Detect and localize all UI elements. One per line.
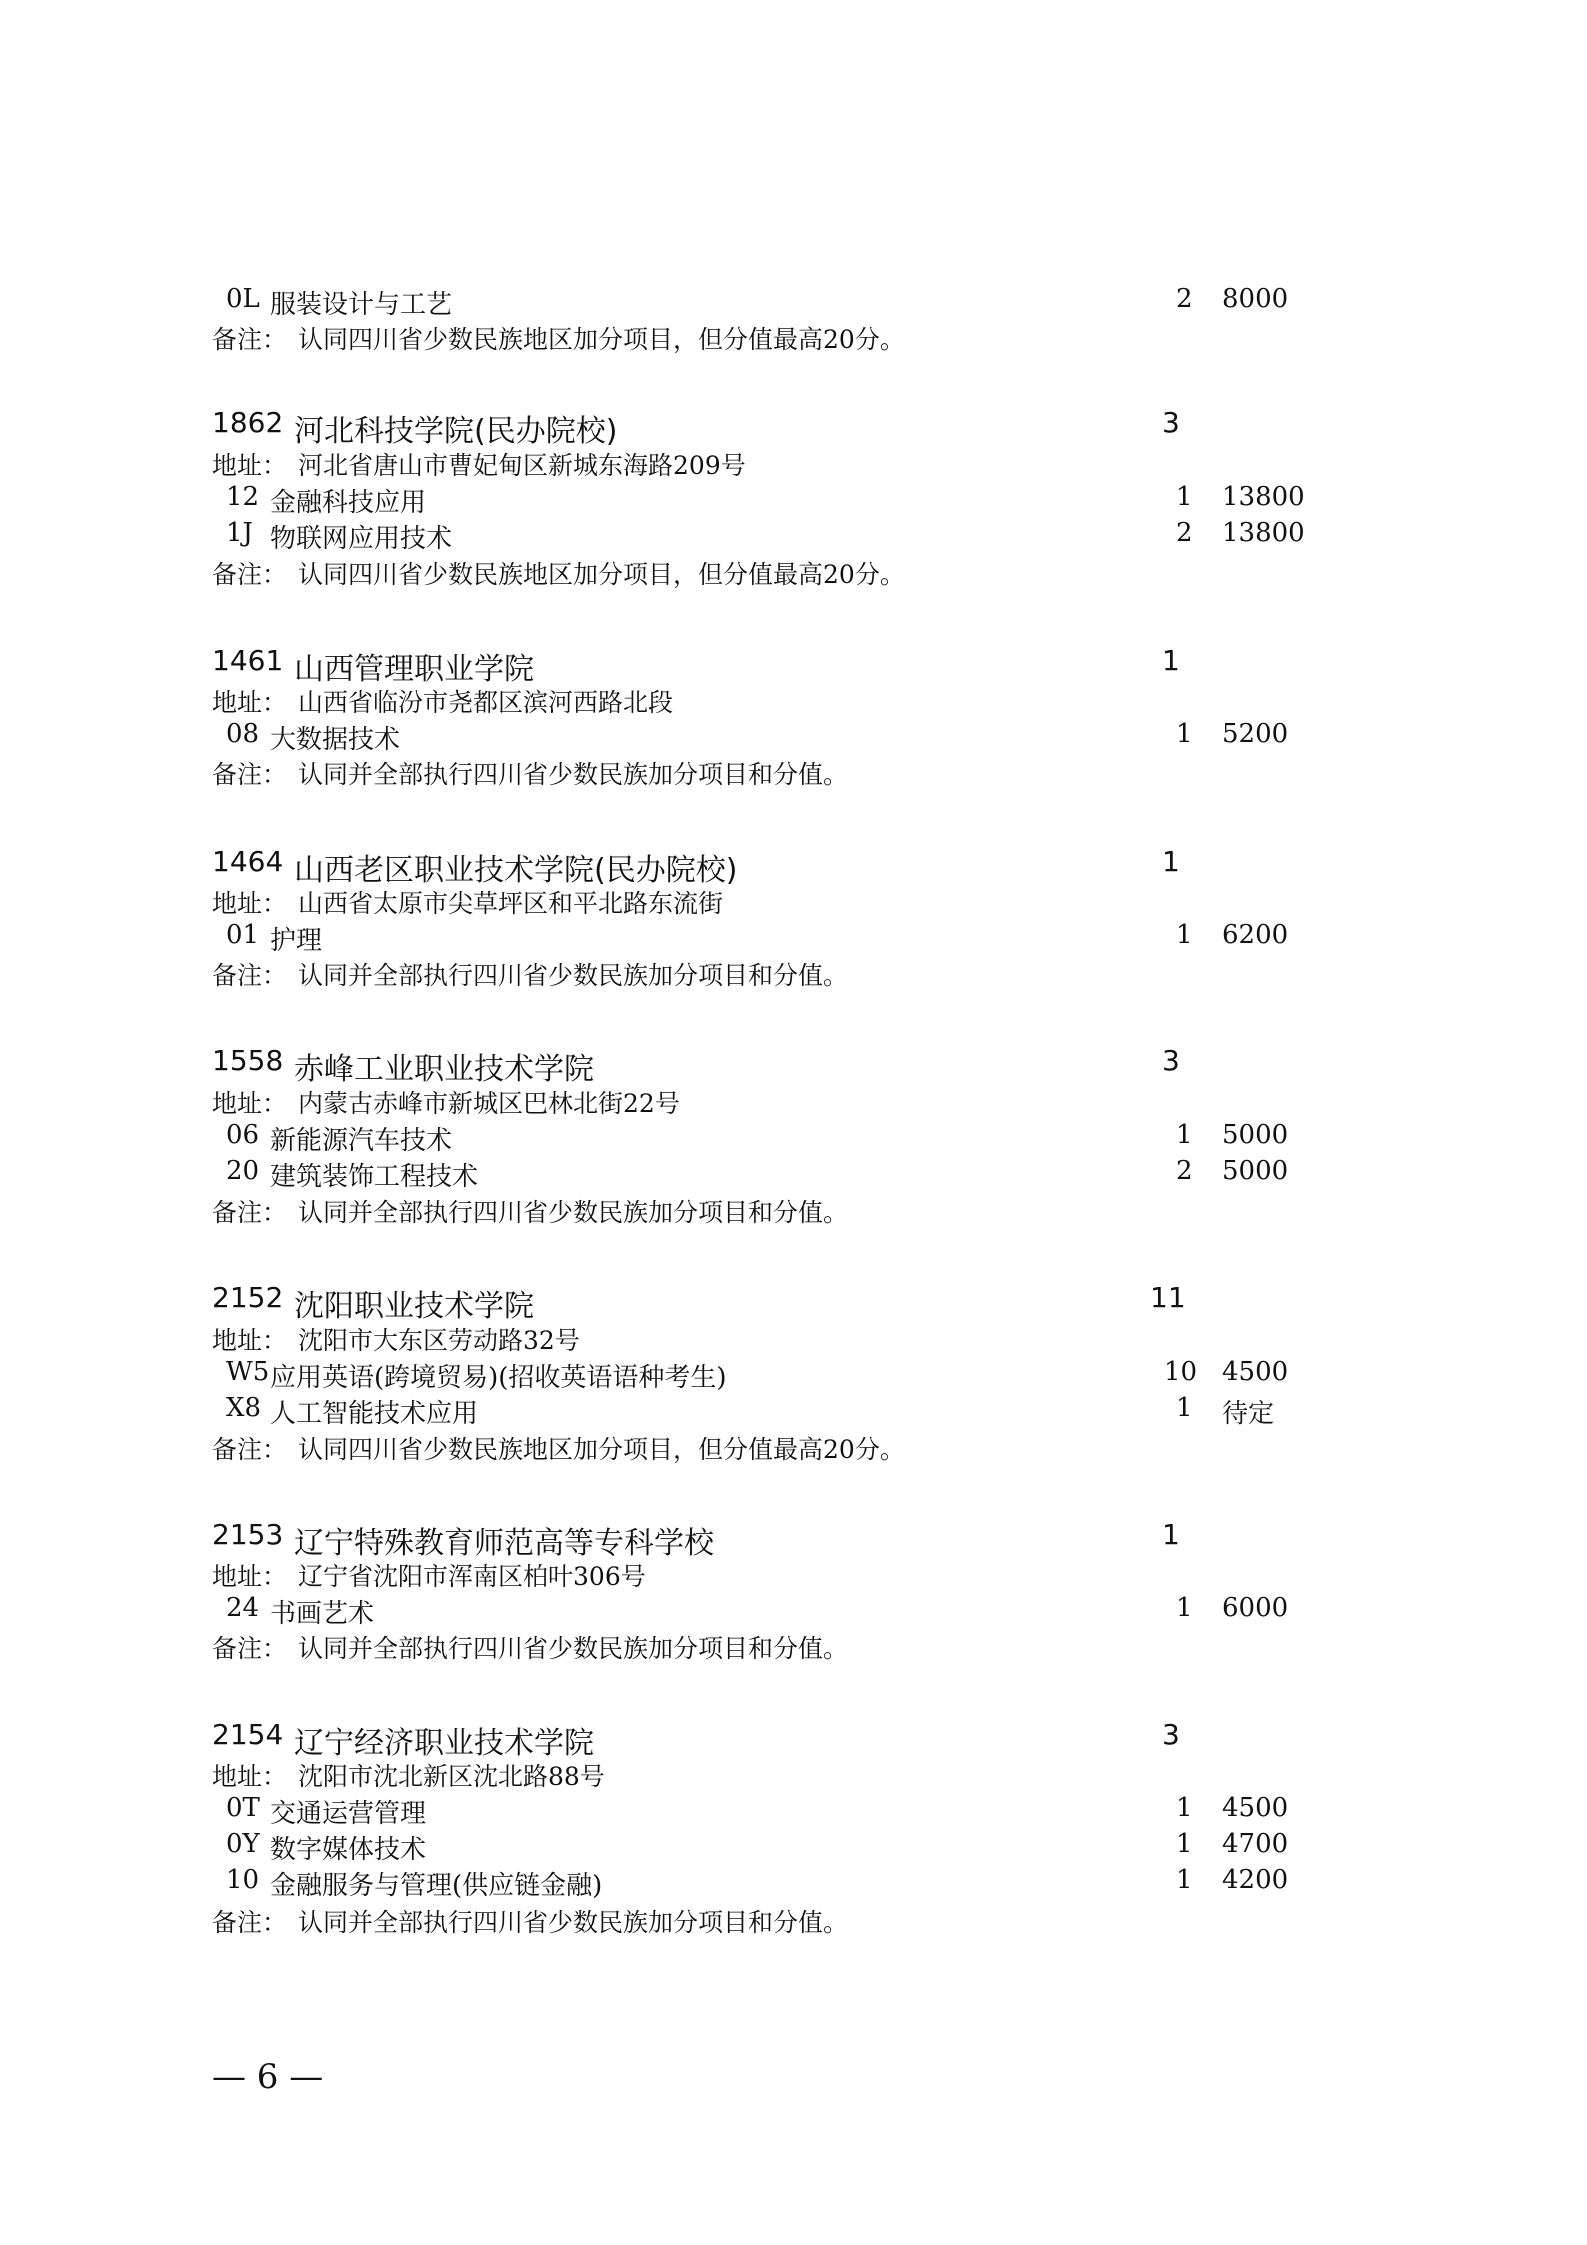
school-name: 沈阳职业技术学院 — [294, 1289, 534, 1324]
note-text: 认同四川省少数民族地区加分项目，但分值最高20分。 — [298, 325, 905, 354]
school-name: 山西管理职业学院 — [294, 652, 534, 687]
note-row — [212, 956, 1362, 992]
major-code: X8 — [226, 1393, 262, 1423]
school-header — [212, 1518, 1362, 1561]
school-name: 山西老区职业技术学院(民办院校) — [294, 853, 738, 888]
major-row — [212, 1829, 1362, 1865]
note-label: 备注： — [212, 560, 288, 589]
major-quota: 1 — [1176, 920, 1193, 950]
major-name: 交通运营管理 — [270, 1799, 427, 1829]
major-row — [212, 1357, 1362, 1393]
major-name: 服装设计与工艺 — [270, 290, 453, 320]
note-row — [212, 1903, 1362, 1939]
major-code: 0Y — [226, 1829, 260, 1859]
address-text: 内蒙古赤峰市新城区巴林北街22号 — [298, 1089, 680, 1118]
school-total-quota: 11 — [1150, 1281, 1186, 1314]
address-label: 地址： — [212, 451, 288, 480]
major-quota: 2 — [1176, 518, 1193, 548]
address-label: 地址： — [212, 1762, 288, 1791]
address-text: 山西省临汾市尧都区滨河西路北段 — [298, 688, 674, 717]
school-name: 河北科技学院(民办院校) — [294, 414, 618, 449]
note-row — [212, 755, 1362, 791]
school-code: 1862 — [212, 406, 284, 439]
major-quota: 1 — [1176, 1120, 1193, 1150]
note-label: 备注： — [212, 1198, 288, 1227]
address-row — [212, 884, 1362, 920]
address-text: 河北省唐山市曹妃甸区新城东海路209号 — [298, 451, 746, 480]
major-code: 01 — [226, 920, 260, 950]
school-name: 辽宁特殊教育师范高等专科学校 — [294, 1526, 714, 1561]
major-fee: 4700 — [1222, 1829, 1289, 1859]
note-label: 备注： — [212, 1634, 288, 1663]
major-name: 大数据技术 — [270, 725, 401, 755]
school-header — [212, 1281, 1362, 1324]
note-text: 认同并全部执行四川省少数民族加分项目和分值。 — [298, 760, 849, 789]
address-row — [212, 1757, 1362, 1793]
major-name: 应用英语(跨境贸易)(招收英语语种考生) — [270, 1363, 727, 1393]
address-label: 地址： — [212, 1562, 288, 1591]
school-header — [212, 644, 1362, 687]
note-label: 备注： — [212, 1908, 288, 1937]
note-text: 认同并全部执行四川省少数民族加分项目和分值。 — [298, 1198, 849, 1227]
note-text: 认同并全部执行四川省少数民族加分项目和分值。 — [298, 1908, 849, 1937]
major-fee: 待定 — [1222, 1399, 1275, 1429]
school-total-quota: 1 — [1162, 845, 1180, 878]
major-name: 数字媒体技术 — [270, 1835, 427, 1865]
note-row — [212, 555, 1362, 591]
school-name: 赤峰工业职业技术学院 — [294, 1052, 594, 1087]
major-code: 24 — [226, 1593, 260, 1623]
major-fee: 5000 — [1222, 1156, 1289, 1186]
address-text: 辽宁省沈阳市浑南区柏叶306号 — [298, 1562, 646, 1591]
major-quota: 1 — [1176, 1393, 1193, 1423]
major-fee: 6000 — [1222, 1593, 1289, 1623]
major-fee: 13800 — [1222, 482, 1305, 512]
major-row — [212, 284, 1362, 320]
note-text: 认同四川省少数民族地区加分项目，但分值最高20分。 — [298, 1435, 905, 1464]
note-text: 认同并全部执行四川省少数民族加分项目和分值。 — [298, 961, 849, 990]
major-fee: 4500 — [1222, 1793, 1289, 1823]
note-label: 备注： — [212, 1435, 288, 1464]
school-name: 辽宁经济职业技术学院 — [294, 1726, 594, 1761]
address-row — [212, 1557, 1362, 1593]
school-total-quota: 3 — [1162, 1044, 1180, 1077]
major-code: W5 — [226, 1357, 270, 1387]
school-header — [212, 1044, 1362, 1087]
address-row — [212, 1084, 1362, 1120]
major-name: 物联网应用技术 — [270, 524, 453, 554]
address-row — [212, 446, 1362, 482]
major-code: 20 — [226, 1156, 260, 1186]
major-name: 金融科技应用 — [270, 488, 427, 518]
major-row — [212, 1793, 1362, 1829]
major-code: 1J — [226, 518, 253, 548]
school-code: 2154 — [212, 1718, 284, 1751]
major-fee: 8000 — [1222, 284, 1289, 314]
page-number: — 6 — — [212, 2057, 324, 2097]
note-row — [212, 1430, 1362, 1466]
address-row — [212, 683, 1362, 719]
major-fee: 5000 — [1222, 1120, 1289, 1150]
major-row — [212, 518, 1362, 554]
school-code: 1558 — [212, 1044, 284, 1077]
school-header — [212, 406, 1362, 449]
address-row — [212, 1321, 1362, 1357]
school-total-quota: 1 — [1162, 644, 1180, 677]
school-code: 2152 — [212, 1281, 284, 1314]
major-row — [212, 920, 1362, 956]
school-total-quota: 3 — [1162, 1718, 1180, 1751]
major-fee: 4500 — [1222, 1357, 1289, 1387]
major-quota: 1 — [1176, 1793, 1193, 1823]
school-code: 2153 — [212, 1518, 284, 1551]
major-code: 12 — [226, 482, 260, 512]
address-label: 地址： — [212, 1326, 288, 1355]
major-quota: 1 — [1176, 482, 1193, 512]
address-label: 地址： — [212, 688, 288, 717]
major-name: 护理 — [270, 926, 323, 956]
major-quota: 1 — [1176, 1829, 1193, 1859]
major-row — [212, 719, 1362, 755]
major-name: 建筑装饰工程技术 — [270, 1162, 479, 1192]
note-label: 备注： — [212, 760, 288, 789]
major-name: 书画艺术 — [270, 1599, 375, 1629]
major-code: 06 — [226, 1120, 260, 1150]
note-row — [212, 1629, 1362, 1665]
address-label: 地址： — [212, 889, 288, 918]
note-text: 认同并全部执行四川省少数民族加分项目和分值。 — [298, 1634, 849, 1663]
note-row — [212, 1193, 1362, 1229]
major-fee: 4200 — [1222, 1865, 1289, 1895]
note-text: 认同四川省少数民族地区加分项目，但分值最高20分。 — [298, 560, 905, 589]
major-quota: 10 — [1164, 1357, 1198, 1387]
school-total-quota: 1 — [1162, 1518, 1180, 1551]
address-text: 沈阳市大东区劳动路32号 — [298, 1326, 580, 1355]
major-row — [212, 1593, 1362, 1629]
school-header — [212, 1718, 1362, 1761]
major-fee: 6200 — [1222, 920, 1289, 950]
major-code: 0T — [226, 1793, 260, 1823]
address-text: 沈阳市沈北新区沈北路88号 — [298, 1762, 605, 1791]
major-quota: 2 — [1176, 284, 1193, 314]
major-quota: 1 — [1176, 1865, 1193, 1895]
major-row — [212, 1865, 1362, 1901]
school-header — [212, 845, 1362, 888]
major-row — [212, 1120, 1362, 1156]
major-name: 金融服务与管理(供应链金融) — [270, 1871, 603, 1901]
address-text: 山西省太原市尖草坪区和平北路东流街 — [298, 889, 724, 918]
major-name: 新能源汽车技术 — [270, 1126, 453, 1156]
major-row — [212, 1393, 1362, 1429]
note-label: 备注： — [212, 961, 288, 990]
note-label: 备注： — [212, 325, 288, 354]
major-quota: 1 — [1176, 1593, 1193, 1623]
major-row — [212, 482, 1362, 518]
major-row — [212, 1156, 1362, 1192]
school-code: 1461 — [212, 644, 284, 677]
major-code: 0L — [226, 284, 260, 314]
major-fee: 5200 — [1222, 719, 1289, 749]
school-total-quota: 3 — [1162, 406, 1180, 439]
address-label: 地址： — [212, 1089, 288, 1118]
major-code: 10 — [226, 1865, 260, 1895]
school-code: 1464 — [212, 845, 284, 878]
major-quota: 2 — [1176, 1156, 1193, 1186]
major-name: 人工智能技术应用 — [270, 1399, 479, 1429]
note-row — [212, 320, 1362, 356]
major-fee: 13800 — [1222, 518, 1305, 548]
major-quota: 1 — [1176, 719, 1193, 749]
major-code: 08 — [226, 719, 260, 749]
